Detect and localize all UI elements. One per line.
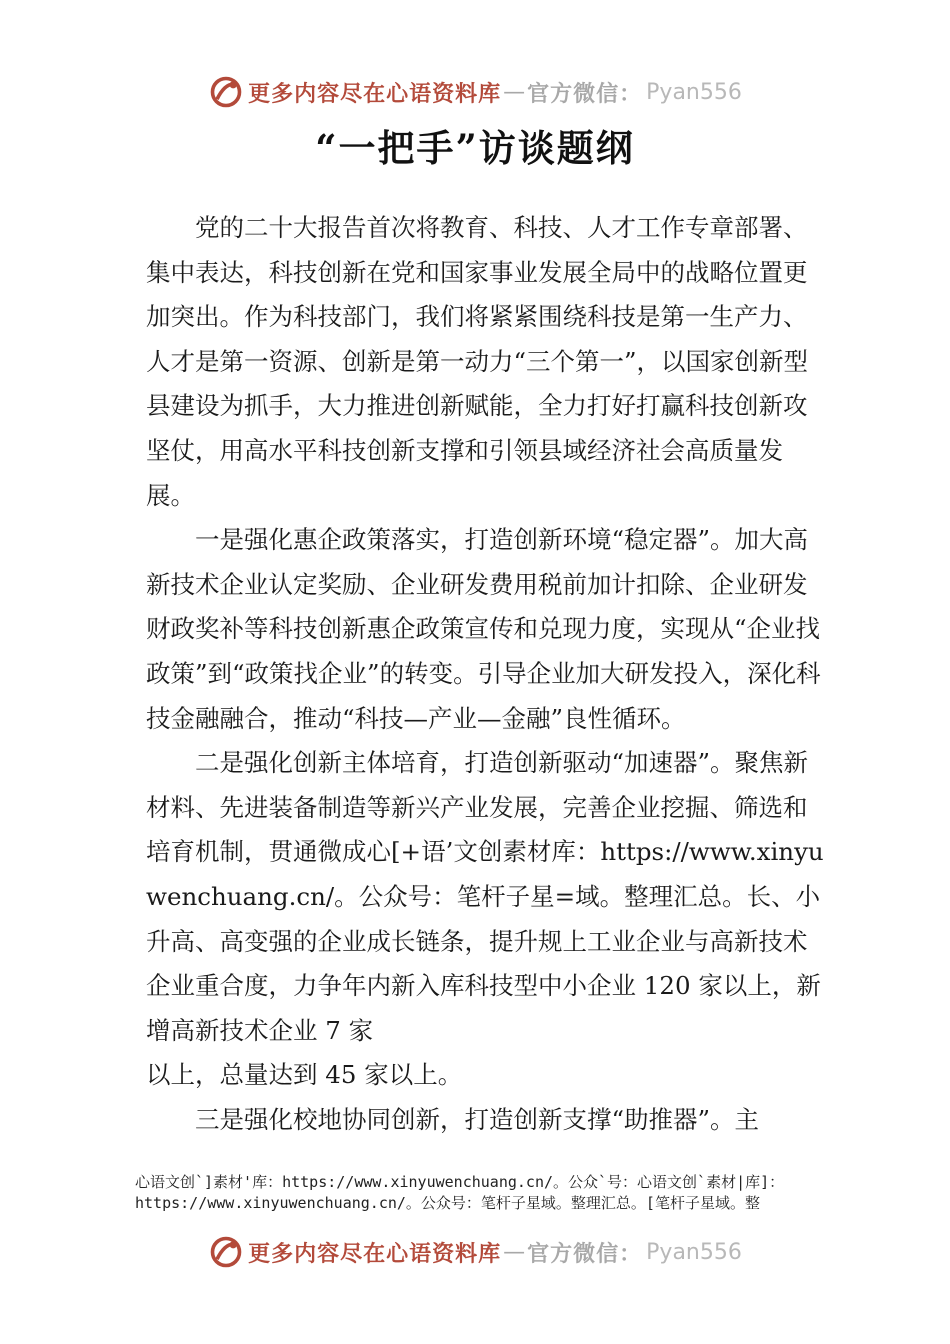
- paragraph-intro: 党的二十大报告首次将教育、科技、人才工作专章部署、集中表达，科技创新在党和国家事业发展全局中的战略位置更加突出。作为科技部门，我们将紧紧围绕科技是第一生产力、人才是第一资源、创新是第一动力“三个第一”，以国家创新型县建设为抓手，大力推进创新赋能，全力打好打赢科技创新攻坚仗，用高水平科技创新支撑和引领县域经济社会高质量发展。: [146, 213, 809, 510]
- banner-wechat-label: 官方微信：: [527, 80, 643, 107]
- footer-banner: [0, 1228, 950, 1276]
- paragraph-continuation: 以上，总量达到 45 家以上。: [146, 1060, 463, 1090]
- logo-icon: [208, 1234, 244, 1270]
- paragraph-point-3: 三是强化校地协同创新，打造创新支撑“助推器”。主: [195, 1104, 760, 1134]
- page-title: “一把手”访谈题纲: [315, 126, 635, 170]
- banner-wechat-id: Pyan556: [646, 1239, 742, 1265]
- banner-separator: —: [503, 79, 526, 105]
- header-banner: [0, 68, 950, 116]
- banner-text: 更多内容尽在心语资料库: [248, 1240, 502, 1267]
- logo-icon: [208, 74, 244, 110]
- footer-note-line-2: https://www.xinyuwenchuang.cn/。公众号：笔杆子星域。整理汇总。[笔杆子星域。整: [135, 1194, 760, 1212]
- footer-note: [135, 1172, 825, 1214]
- banner-separator: —: [503, 1239, 526, 1265]
- banner-wechat-id: Pyan556: [646, 79, 742, 105]
- document-body: [146, 206, 826, 1142]
- banner-text: 更多内容尽在心语资料库: [248, 80, 502, 107]
- paragraph-point-2: 二是强化创新主体培育，打造创新驱动“加速器”。聚焦新材料、先进装备制造等新兴产业发展，完善企业挖掘、筛选和培育机制，贯通微成心[+语’文创素材库：https://www.xinyuwenchuang.cn/。公众号：笔杆子星=域。整理汇总。长、小升高、高变强的企业成长链条，提升规上工业企业与高新技术企业重合度，力争年内新入库科技型中小企业 120 家以上，新增高新技术企业 7 家: [146, 748, 824, 1045]
- paragraph-point-1: 一是强化惠企政策落实，打造创新环境“稳定器”。加大高新技术企业认定奖励、企业研发费用税前加计扣除、企业研发财政奖补等科技创新惠企政策宣传和兑现力度，实现从“企业找政策”到“政策找企业”的转变。引导企业加大研发投入，深化科技金融融合，推动“科技—产业—金融”良性循环。: [146, 525, 821, 733]
- footer-note-line-1: 心语文创`]素材'库：https://www.xinyuwenchuang.cn/。公众`号：心语文创`素材|库]：: [135, 1173, 785, 1191]
- banner-wechat-label: 官方微信：: [527, 1240, 643, 1267]
